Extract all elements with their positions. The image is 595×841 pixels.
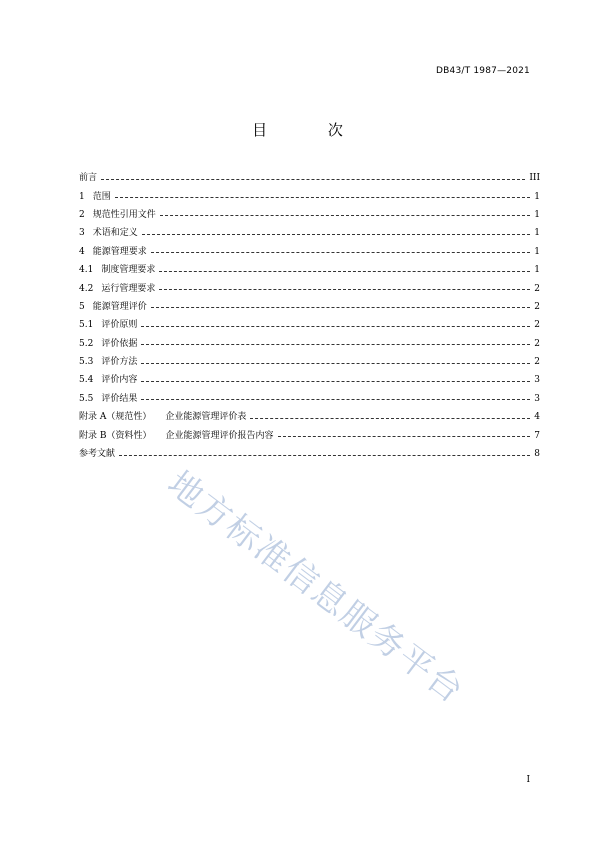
toc-entry-2[interactable] — [79, 206, 540, 224]
toc-entry-5-1[interactable] — [79, 316, 540, 334]
toc-entry-number: 5 — [79, 301, 85, 312]
toc-entry-foreword[interactable] — [79, 169, 540, 187]
toc-entry-5-3[interactable] — [79, 353, 540, 371]
toc-entry-appendix-a[interactable] — [79, 408, 540, 426]
toc-entry-5-5[interactable] — [79, 390, 540, 408]
toc-entry-page: 3 — [534, 393, 540, 404]
toc-dot-leader — [142, 234, 531, 235]
toc-entry-number: 3 — [79, 228, 85, 239]
toc-entry-page: 2 — [534, 301, 540, 312]
toc-entry-number: 4.2 — [79, 283, 94, 294]
toc-entry-4[interactable] — [79, 243, 540, 261]
toc-dot-leader — [141, 344, 530, 345]
toc-dot-leader — [250, 418, 530, 419]
toc-dot-leader — [141, 363, 530, 364]
toc-dot-leader — [101, 179, 525, 180]
watermark: 地方标准信息服务平台 — [160, 463, 472, 713]
toc-entry-page: 2 — [534, 320, 540, 331]
toc-entry-number: 2 — [79, 209, 85, 220]
toc-entry-label: 能源管理要求 — [92, 246, 147, 257]
toc-entry-label: 评价原则 — [101, 320, 138, 331]
toc-entry-number: 5.2 — [79, 338, 94, 349]
toc-appendix-prefix: 附录 B（资料性） — [79, 430, 152, 441]
toc-entry-label: 评价方法 — [101, 357, 138, 368]
document-number: DB43/T 1987—2021 — [436, 66, 530, 76]
toc-entry-page: 1 — [534, 228, 540, 239]
toc-entry-page: 3 — [534, 375, 540, 386]
toc-entry-label: 运行管理要求 — [101, 283, 156, 294]
toc-entry-number: 5.3 — [79, 357, 94, 368]
toc-entry-label: 企业能源管理评价报告内容 — [165, 430, 274, 441]
toc-entry-number: 5.4 — [79, 375, 94, 386]
toc-dot-leader — [159, 271, 530, 272]
toc-appendix-prefix: 附录 A（规范性） — [79, 412, 152, 423]
toc-entry-page: 1 — [534, 246, 540, 257]
toc-entry-3[interactable] — [79, 224, 540, 242]
toc-entry-references[interactable] — [79, 445, 540, 463]
toc-entry-number: 4 — [79, 246, 85, 257]
toc-dot-leader — [160, 215, 531, 216]
toc-entry-label: 制度管理要求 — [101, 265, 156, 276]
toc-dot-leader — [159, 289, 530, 290]
toc-entry-page: 2 — [534, 357, 540, 368]
toc-entry-label: 评价结果 — [101, 393, 138, 404]
toc-entry-1[interactable] — [79, 187, 540, 205]
toc-entry-label: 范围 — [92, 191, 111, 202]
toc-dot-leader — [151, 307, 531, 308]
toc-entry-label: 参考文献 — [79, 449, 116, 460]
toc-entry-5[interactable] — [79, 298, 540, 316]
page-number: I — [526, 775, 530, 785]
toc-entry-number: 5.5 — [79, 393, 94, 404]
toc-dot-leader — [278, 436, 531, 437]
toc-entry-page: 2 — [534, 338, 540, 349]
toc-entry-page: 1 — [534, 265, 540, 276]
toc-entry-page: 1 — [534, 209, 540, 220]
toc-dot-leader — [115, 197, 531, 198]
toc-entry-number: 4.1 — [79, 265, 94, 276]
toc-entry-5-2[interactable] — [79, 335, 540, 353]
toc-entry-page: III — [529, 173, 540, 184]
toc-entry-page: 8 — [534, 449, 540, 460]
toc-entry-number: 5.1 — [79, 320, 94, 331]
toc-entry-label: 评价内容 — [101, 375, 138, 386]
toc-entry-label: 评价依据 — [101, 338, 138, 349]
page-title: 目 次 — [252, 121, 371, 139]
table-of-contents — [79, 169, 540, 463]
toc-dot-leader — [119, 455, 530, 456]
toc-entry-page: 7 — [534, 430, 540, 441]
toc-entry-4-2[interactable] — [79, 279, 540, 297]
toc-dot-leader — [141, 381, 530, 382]
toc-dot-leader — [141, 326, 530, 327]
toc-entry-label: 前言 — [79, 173, 98, 184]
toc-entry-page: 1 — [534, 191, 540, 202]
toc-entry-page: 2 — [534, 283, 540, 294]
toc-entry-label: 术语和定义 — [92, 228, 138, 239]
toc-dot-leader — [141, 399, 530, 400]
toc-entry-label: 能源管理评价 — [92, 301, 147, 312]
toc-entry-label: 企业能源管理评价表 — [165, 412, 247, 423]
toc-entry-5-4[interactable] — [79, 371, 540, 389]
toc-dot-leader — [151, 252, 531, 253]
toc-entry-appendix-b[interactable] — [79, 426, 540, 444]
toc-entry-label: 规范性引用文件 — [92, 209, 156, 220]
toc-entry-number: 1 — [79, 191, 85, 202]
toc-entry-4-1[interactable] — [79, 261, 540, 279]
toc-entry-page: 4 — [534, 412, 540, 423]
